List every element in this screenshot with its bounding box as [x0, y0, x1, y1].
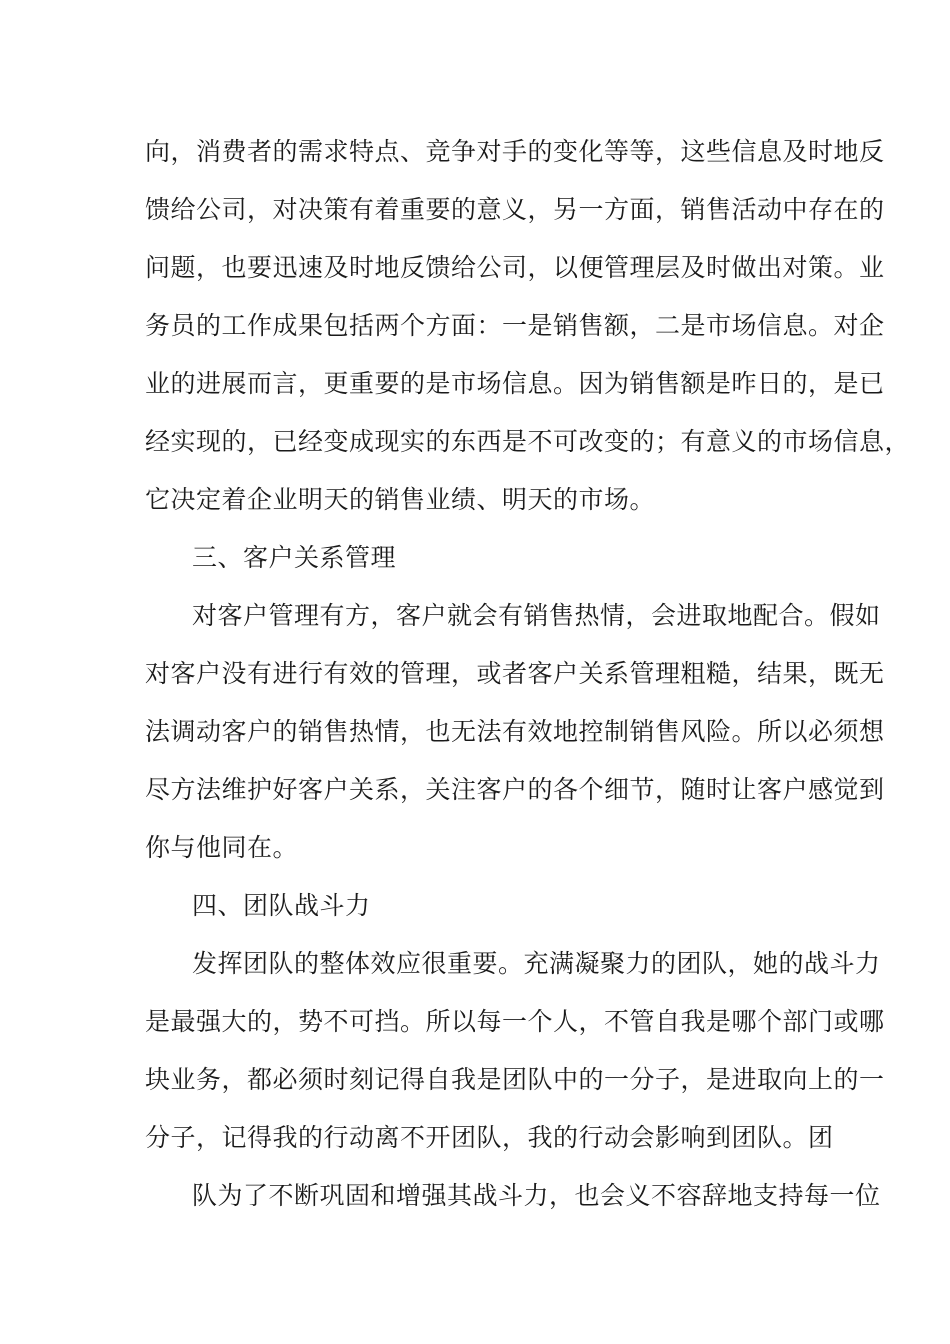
text-line: 业的进展而言，更重要的是市场信息。因为销售额是昨日的，是已 — [145, 369, 885, 398]
text-line: 务员的工作成果包括两个方面：一是销售额，二是市场信息。对企 — [145, 311, 885, 340]
text-line: 你与他同在。 — [145, 833, 299, 862]
section-heading: 三、客户关系管理 — [192, 543, 397, 572]
text-line: 对客户没有进行有效的管理，或者客户关系管理粗糙，结果，既无 — [145, 659, 885, 688]
text-line: 尽方法维护好客户关系，关注客户的各个细节，随时让客户感觉到 — [145, 775, 885, 804]
text-line: 问题，也要迅速及时地反馈给公司，以便管理层及时做出对策。业 — [145, 253, 885, 282]
section-heading: 四、团队战斗力 — [192, 891, 371, 920]
text-line: 对客户管理有方，客户就会有销售热情，会进取地配合。假如 — [192, 601, 881, 630]
text-line: 分子，记得我的行动离不开团队，我的行动会影响到团队。团 — [145, 1123, 834, 1152]
text-line: 是最强大的，势不可挡。所以每一个人，不管自我是哪个部门或哪 — [145, 1007, 885, 1036]
text-line: 馈给公司，对决策有着重要的意义，另一方面，销售活动中存在的 — [145, 195, 885, 224]
text-line: 块业务，都必须时刻记得自我是团队中的一分子，是进取向上的一 — [145, 1065, 885, 1094]
text-line: 经实现的，已经变成现实的东西是不可改变的；有意义的市场信息， — [145, 427, 911, 456]
text-line: 发挥团队的整体效应很重要。充满凝聚力的团队，她的战斗力 — [192, 949, 881, 978]
text-line: 队为了不断巩固和增强其战斗力，也会义不容辞地支持每一位 — [192, 1181, 881, 1210]
text-line: 法调动客户的销售热情，也无法有效地控制销售风险。所以必须想 — [145, 717, 885, 746]
text-line: 它决定着企业明天的销售业绩、明天的市场。 — [145, 485, 656, 514]
text-line: 向，消费者的需求特点、竞争对手的变化等等，这些信息及时地反 — [145, 137, 885, 166]
